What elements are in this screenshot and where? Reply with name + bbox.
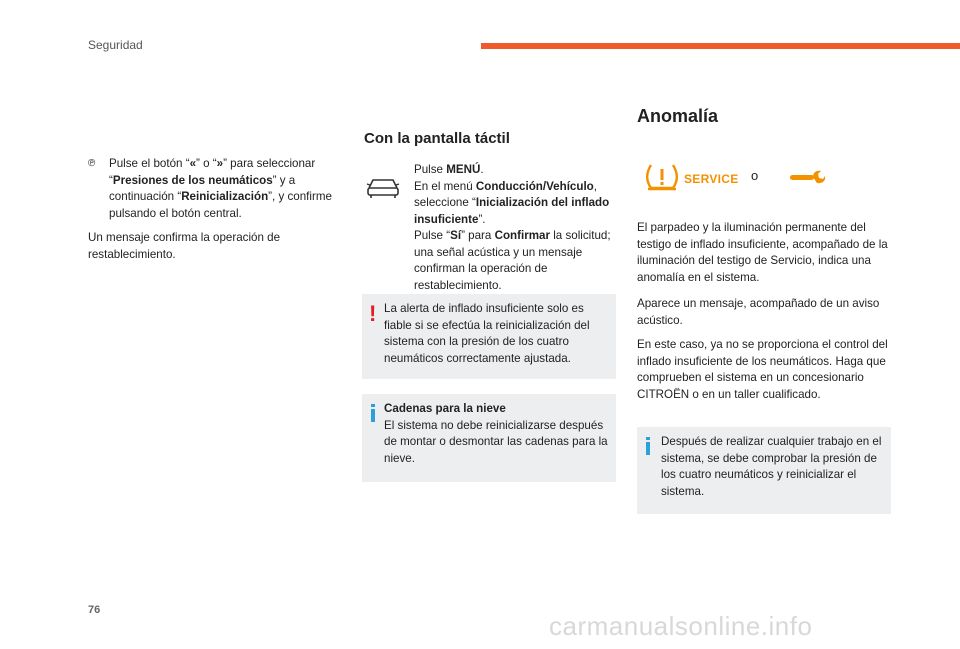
menu-tyre-pressures: Presiones de los neumáticos [112,173,273,187]
bullet-icon: ℗ [88,158,96,169]
header-accent-bar [481,43,960,49]
menu-underinflation-init: Inicialización del inflado insuficiente [414,196,610,226]
touch-screen-heading: Con la pantalla táctil [364,130,510,147]
anomaly-info-box [637,427,891,514]
page-number: 76 [88,604,101,616]
anomaly-heading: Anomalía [637,106,719,126]
watermark: carmanualsonline.info [549,611,813,641]
service-warning-icon: SERVICE [684,172,739,186]
forward-symbol: » [216,157,224,170]
rewind-symbol: « [189,157,197,170]
yes-label: Sí [450,229,462,242]
anomaly-info-text: Después de realizar cualquier trabajo en el sistema, se debe comprobar la presión de los cuatro neumáticos y reinicializar el sistema. [661,435,882,498]
warning-text: La alerta de inflado insuficiente solo es fiable si se efectúa la reinicialización del sistema con la presión de los cuatro neumáticos correctamente ajustada. [384,302,590,365]
snow-chains-title: Cadenas para la nieve [384,402,506,415]
section-title: Seguridad [88,38,143,52]
menu-label: MENÚ [446,163,481,176]
touch-instructions: Pulse MENÚ. En el menú Conducción/Vehículo, seleccione “Inicialización del inflado insuficiente”. Pulse “Sí” para Confirmar la solicitud; una señal acústica y un mensaje confirman la operación de restablecimiento. [414,163,611,292]
or-text: o [751,168,759,183]
anomaly-p1: El parpadeo y la iluminación permanente del testigo de inflado insuficiente, acompañado de la iluminación del testigo de Servicio, indica una anomalía en el sistema. [637,221,888,284]
menu-driving-vehicle: Conducción/Vehículo [475,179,594,193]
exclamation-icon: ! [369,301,377,326]
reset-step-text: Pulse el botón “«” o “»” para seleccionar “Presiones de los neumáticos” y a continuación “Reinicialización”, y confirme pulsando el botón central. [109,157,332,220]
anomaly-p2: Aparece un mensaje, acompañado de un aviso acústico. [637,297,880,327]
reset-step [88,156,338,222]
snow-chains-box [362,394,616,482]
tyre-pressure-warning-icon [644,161,680,193]
wrench-icon [790,169,826,185]
car-icon [366,176,400,200]
anomaly-p3: En este caso, ya no se proporciona el control del inflado insuficiente de los neumáticos. Haga que comprueben el sistema en un concesionario CITROËN o en un taller cualificado. [637,338,888,401]
warning-box [362,294,616,379]
confirm-message: Un mensaje confirma la operación de restablecimiento. [88,231,281,261]
menu-reinitialisation: Reinicialización [181,190,269,203]
snow-chains-text: Cadenas para la nieve El sistema no debe reinicializarse después de montar o desmontar las cadenas para la nieve. [384,402,608,465]
confirm-label: Confirmar [494,229,550,242]
